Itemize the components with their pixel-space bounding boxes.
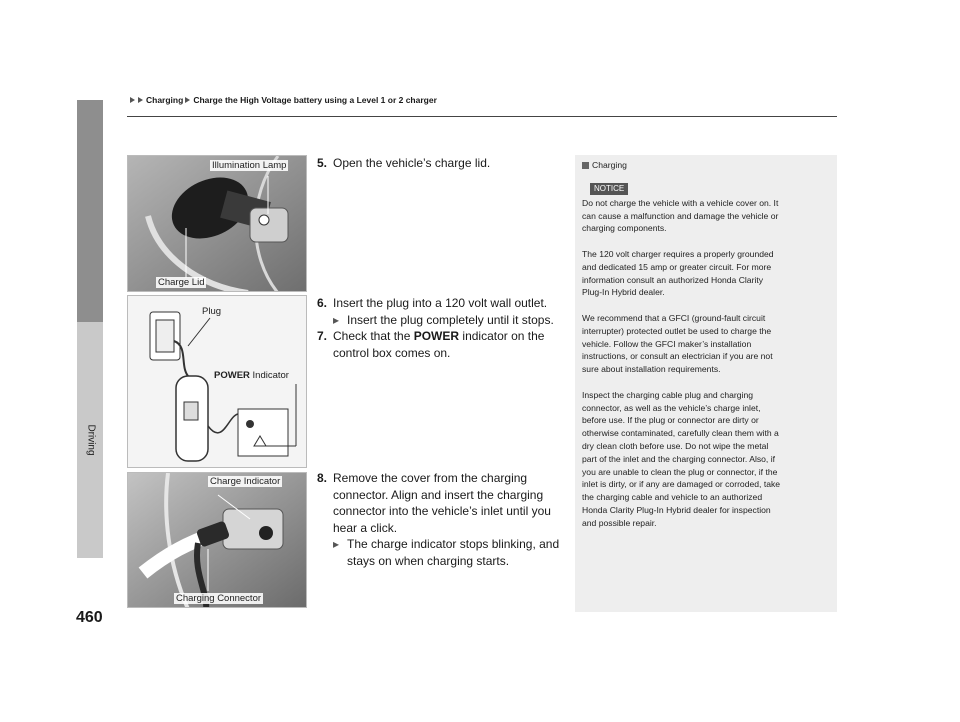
step-text-cont: connector. Align and insert the charging <box>333 487 544 502</box>
note-line: Do not charge the vehicle with a vehicle cover on. It <box>582 197 779 208</box>
note-line: the charging cable and vehicle to an authorized <box>582 492 763 503</box>
note-line: Plug-In Hybrid dealer. <box>582 287 665 298</box>
chevron-right-icon <box>138 97 143 103</box>
note-line: and possible repair. <box>582 517 657 528</box>
step-substep: The charge indicator stops blinking, and <box>347 537 560 551</box>
note-line: vehicle. Follow the GFCI maker’s installation <box>582 338 752 349</box>
step-8 <box>317 470 559 569</box>
note-paragraphs <box>582 197 831 530</box>
label-charge-indicator: Charge Indicator <box>210 476 281 487</box>
charging-connector-illustration <box>128 473 307 608</box>
step-text-part: Check that the <box>333 329 414 343</box>
step-text: Insert the plug into a 120 volt wall outlet. <box>333 296 548 310</box>
breadcrumb-item-charging[interactable]: Charging <box>146 95 184 105</box>
note-line: charging components. <box>582 223 667 234</box>
section-tab <box>77 100 103 322</box>
note-line: instructions, or consult an electrician if you are not <box>582 351 773 362</box>
note-line: and dedicated 15 amp or greater circuit. For more <box>582 261 772 272</box>
page-number: 460 <box>76 609 103 626</box>
note-line: Honda Clarity Plug-In Hybrid dealer for inspection <box>582 504 771 515</box>
section-tab-label: Driving <box>85 424 97 456</box>
breadcrumb <box>130 95 437 105</box>
step-substep-cont: stays on when charging starts. <box>347 553 510 568</box>
note-paragraph <box>582 312 831 376</box>
step-text <box>333 328 544 345</box>
label-power-indicator <box>212 370 291 381</box>
step-6-7 <box>317 295 554 361</box>
note-line: otherwise contaminated, carefully clean them with a <box>582 428 779 439</box>
label-charge-lid: Charge Lid <box>158 277 205 288</box>
chevron-right-icon <box>185 97 190 103</box>
charge-lid-illustration <box>128 156 307 292</box>
step-number: 6. <box>317 296 328 310</box>
note-line: information consult an authorized Honda Clarity <box>582 274 764 285</box>
note-marker-icon <box>582 162 589 169</box>
note-line: The 120 volt charger requires a properly grounded <box>582 248 774 259</box>
step-number: 7. <box>317 329 328 343</box>
label-power-rest: Indicator <box>249 370 289 381</box>
step-text-part: indicator on the <box>459 329 545 343</box>
figure-charging-connector <box>127 472 307 608</box>
notice-badge: NOTICE <box>590 183 628 195</box>
label-plug: Plug <box>202 306 222 317</box>
figure-charge-lid <box>127 155 307 292</box>
note-paragraph <box>582 197 831 235</box>
arrow-right-icon: ▸ <box>333 312 340 327</box>
step-text-cont: control box comes on. <box>333 345 451 360</box>
step-text: Open the vehicle’s charge lid. <box>333 156 491 170</box>
step-text-cont: hear a click. <box>333 520 398 535</box>
note-line: inlet is dirty, or if any are damaged or corroded, take <box>582 479 781 490</box>
step-number: 5. <box>317 156 328 170</box>
arrow-right-icon: ▸ <box>333 537 340 551</box>
note-line: dry clean cloth before use. Do not wipe the metal <box>582 440 769 451</box>
note-line: can cause a malfunction and damage the vehicle or <box>582 210 779 221</box>
header-divider <box>127 116 837 117</box>
note-box <box>575 155 837 612</box>
note-title-text: Charging <box>592 160 627 170</box>
power-keyword: POWER <box>413 329 460 343</box>
label-charging-connector: Charging Connector <box>176 593 262 604</box>
note-title <box>582 159 831 172</box>
note-line: part of the inlet and the charging connector. Also, if <box>582 453 776 464</box>
breadcrumb-item-current: Charge the High Voltage battery using a Level 1 or 2 charger <box>193 95 437 105</box>
note-paragraph <box>582 389 831 530</box>
plug-control-box-illustration <box>128 296 307 468</box>
note-line: connector, as well as the vehicle’s charge inlet, <box>582 402 761 413</box>
note-paragraph <box>582 248 831 299</box>
figure-plug-control-box <box>127 295 307 468</box>
label-power-bold: POWER <box>214 370 250 381</box>
note-line: before use. If the plug or connector are dirty or <box>582 415 759 426</box>
step-text-cont: connector into the vehicle’s inlet until you <box>333 504 551 518</box>
note-line: you are unable to clean the plug or connector, if the <box>582 466 778 477</box>
note-line: Inspect the charging cable plug and charging <box>582 389 754 400</box>
step-number: 8. <box>317 471 328 485</box>
label-illumination-lamp: Illumination Lamp <box>212 160 287 171</box>
step-substep: Insert the plug completely until it stops. <box>347 312 554 327</box>
step-text: Remove the cover from the charging <box>333 471 528 485</box>
note-line: sure about installation requirements. <box>582 364 721 375</box>
note-line: We recommend that a GFCI (ground-fault circuit <box>582 312 766 323</box>
step-5 <box>317 155 490 172</box>
note-line: interrupter) protected outlet be used to charge the <box>582 325 772 336</box>
chevron-right-icon <box>130 97 135 103</box>
